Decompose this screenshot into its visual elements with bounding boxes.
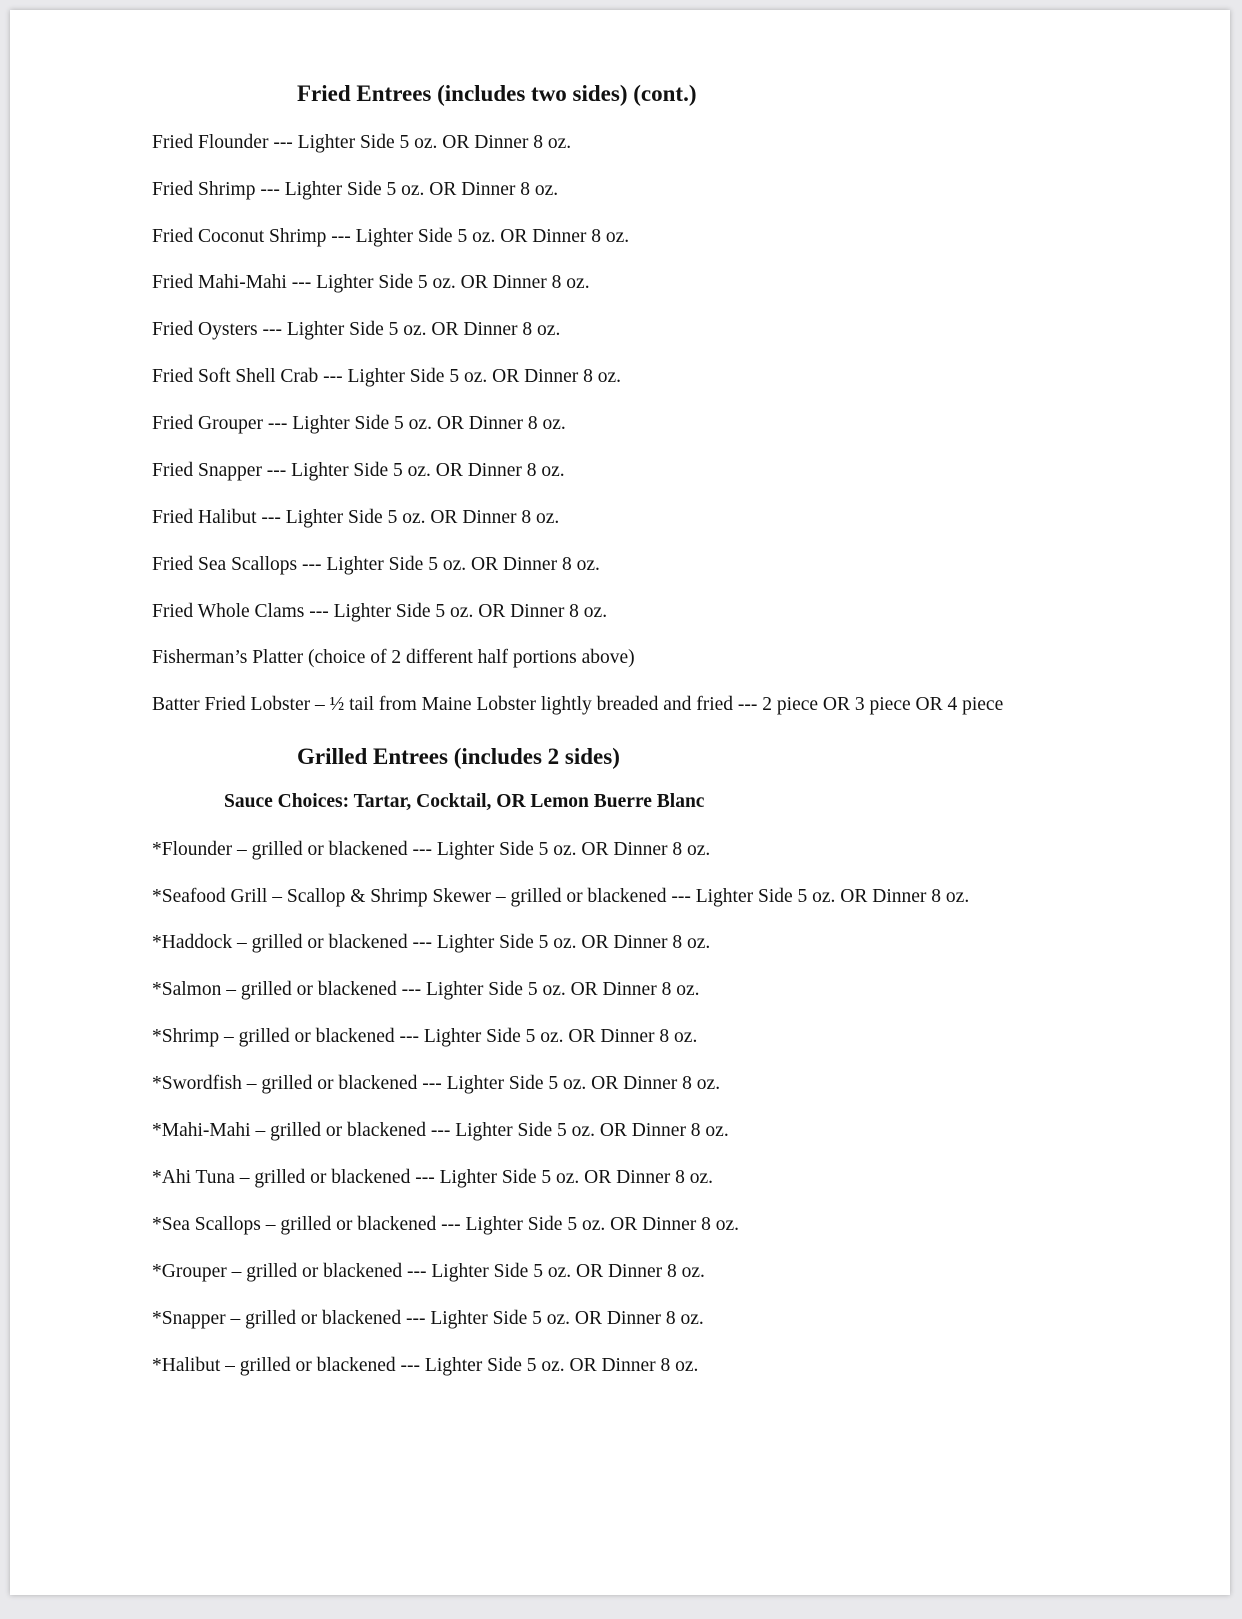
- menu-item: Fried Shrimp --- Lighter Side 5 oz. OR Dinner 8 oz.: [152, 179, 559, 200]
- menu-item: *Mahi-Mahi – grilled or blackened --- Lighter Side 5 oz. OR Dinner 8 oz.: [152, 1120, 729, 1141]
- menu-item: *Salmon – grilled or blackened --- Lighter Side 5 oz. OR Dinner 8 oz.: [152, 979, 700, 1000]
- menu-item: Fried Mahi-Mahi --- Lighter Side 5 oz. OR Dinner 8 oz.: [152, 272, 590, 293]
- document-page: [10, 10, 1230, 1595]
- menu-item: *Shrimp – grilled or blackened --- Lighter Side 5 oz. OR Dinner 8 oz.: [152, 1026, 698, 1047]
- menu-item: Fried Snapper --- Lighter Side 5 oz. OR Dinner 8 oz.: [152, 460, 565, 481]
- menu-item: Fried Grouper --- Lighter Side 5 oz. OR Dinner 8 oz.: [152, 413, 566, 434]
- sauce-choices: Sauce Choices: Tartar, Cocktail, OR Lemon Buerre Blanc: [224, 791, 705, 812]
- menu-item: *Swordfish – grilled or blackened --- Lighter Side 5 oz. OR Dinner 8 oz.: [152, 1073, 721, 1094]
- grilled-entrees-heading: Grilled Entrees (includes 2 sides): [297, 744, 620, 769]
- menu-item: *Flounder – grilled or blackened --- Lighter Side 5 oz. OR Dinner 8 oz.: [152, 839, 711, 860]
- menu-item: *Seafood Grill – Scallop & Shrimp Skewer – grilled or blackened --- Lighter Side 5 oz. OR Dinner 8 oz.: [152, 886, 970, 907]
- menu-item: *Grouper – grilled or blackened --- Lighter Side 5 oz. OR Dinner 8 oz.: [152, 1261, 705, 1282]
- menu-item: Fried Oysters --- Lighter Side 5 oz. OR Dinner 8 oz.: [152, 319, 561, 340]
- fried-entrees-heading: Fried Entrees (includes two sides) (cont.): [297, 81, 697, 106]
- menu-item: *Snapper – grilled or blackened --- Lighter Side 5 oz. OR Dinner 8 oz.: [152, 1308, 704, 1329]
- menu-item: Batter Fried Lobster – ½ tail from Maine Lobster lightly breaded and fried --- 2 piece OR 3 piece OR 4 piece: [152, 694, 1004, 715]
- menu-item: Fried Soft Shell Crab --- Lighter Side 5 oz. OR Dinner 8 oz.: [152, 366, 621, 387]
- menu-item: Fisherman’s Platter (choice of 2 different half portions above): [152, 647, 635, 668]
- menu-item: Fried Whole Clams --- Lighter Side 5 oz. OR Dinner 8 oz.: [152, 601, 608, 622]
- menu-item: Fried Flounder --- Lighter Side 5 oz. OR Dinner 8 oz.: [152, 132, 572, 153]
- menu-item: *Haddock – grilled or blackened --- Lighter Side 5 oz. OR Dinner 8 oz.: [152, 932, 711, 953]
- menu-item: Fried Halibut --- Lighter Side 5 oz. OR Dinner 8 oz.: [152, 507, 560, 528]
- menu-item: *Ahi Tuna – grilled or blackened --- Lighter Side 5 oz. OR Dinner 8 oz.: [152, 1167, 714, 1188]
- menu-item: Fried Coconut Shrimp --- Lighter Side 5 oz. OR Dinner 8 oz.: [152, 226, 630, 247]
- menu-item: *Sea Scallops – grilled or blackened --- Lighter Side 5 oz. OR Dinner 8 oz.: [152, 1214, 740, 1235]
- menu-item: Fried Sea Scallops --- Lighter Side 5 oz. OR Dinner 8 oz.: [152, 554, 600, 575]
- menu-item: *Halibut – grilled or blackened --- Lighter Side 5 oz. OR Dinner 8 oz.: [152, 1355, 699, 1376]
